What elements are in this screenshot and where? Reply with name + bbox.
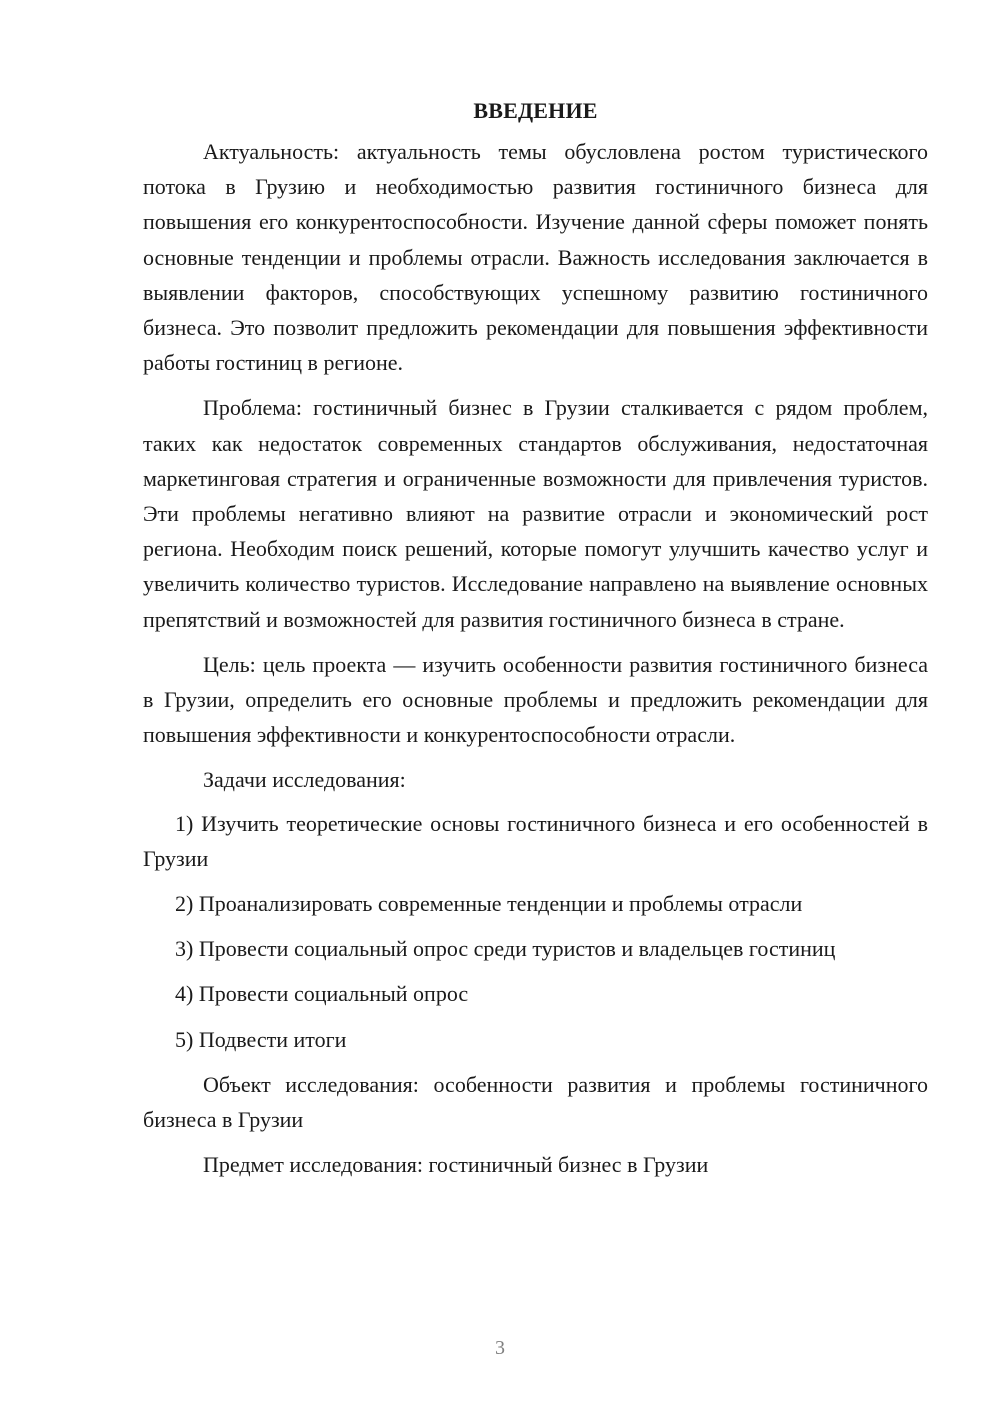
task-item-1: 1) Изучить теоретические основы гостиничного бизнеса и его особенностей в Грузии xyxy=(143,810,928,871)
goal-paragraph: Цель: цель проекта — изучить особенности развития гостиничного бизнеса в Грузии, определить его основные проблемы и предложить рекомендации для повышения эффективности и конкурентоспособности отрасли. xyxy=(143,651,928,748)
problem-paragraph: Проблема: гостиничный бизнес в Грузии сталкивается с рядом проблем, таких как недостаток современных стандартов обслуживания, недостаточная маркетинговая стратегия и ограниченные возможности для привлечения туристов. Эти проблемы негативно влияют на развитие отрасли и экономический рост региона. Необходим поиск решений, которые помогут улучшить качество услуг и увеличить количество туристов. Исследование направлено на выявление основных препятствий и возможностей для развития гостиничного бизнеса в стране. xyxy=(143,395,928,632)
task-item-4: 4) Провести социальный опрос xyxy=(175,981,469,1007)
subject-paragraph: Предмет исследования: гостиничный бизнес в Грузии xyxy=(203,1152,709,1178)
task-item-5: 5) Подвести итоги xyxy=(175,1026,347,1052)
tasks-title: Задачи исследования: xyxy=(203,767,406,793)
document-page xyxy=(143,94,928,1192)
object-paragraph: Объект исследования: особенности развития и проблемы гостиничного бизнеса в Грузии xyxy=(143,1071,928,1133)
page-number: 3 xyxy=(495,1337,505,1359)
task-item-3: 3) Провести социальный опрос среди туристов и владельцев гостиниц xyxy=(175,936,836,962)
task-item-2: 2) Проанализировать современные тенденции и проблемы отрасли xyxy=(175,891,803,917)
section-heading: ВВЕДЕНИЕ xyxy=(473,98,598,123)
relevance-paragraph: Актуальность: актуальность темы обусловлена ростом туристического потока в Грузию и необходимостью развития гостиничного бизнеса для повышения его конкурентоспособности. Изучение данной сферы поможет понять основные тенденции и проблемы отрасли. Важность исследования заключается в выявлении факторов, способствующих успешному развитию гостиничного бизнеса. Это позволит предложить рекомендации для повышения эффективности работы гостиниц в регионе. xyxy=(143,139,928,376)
